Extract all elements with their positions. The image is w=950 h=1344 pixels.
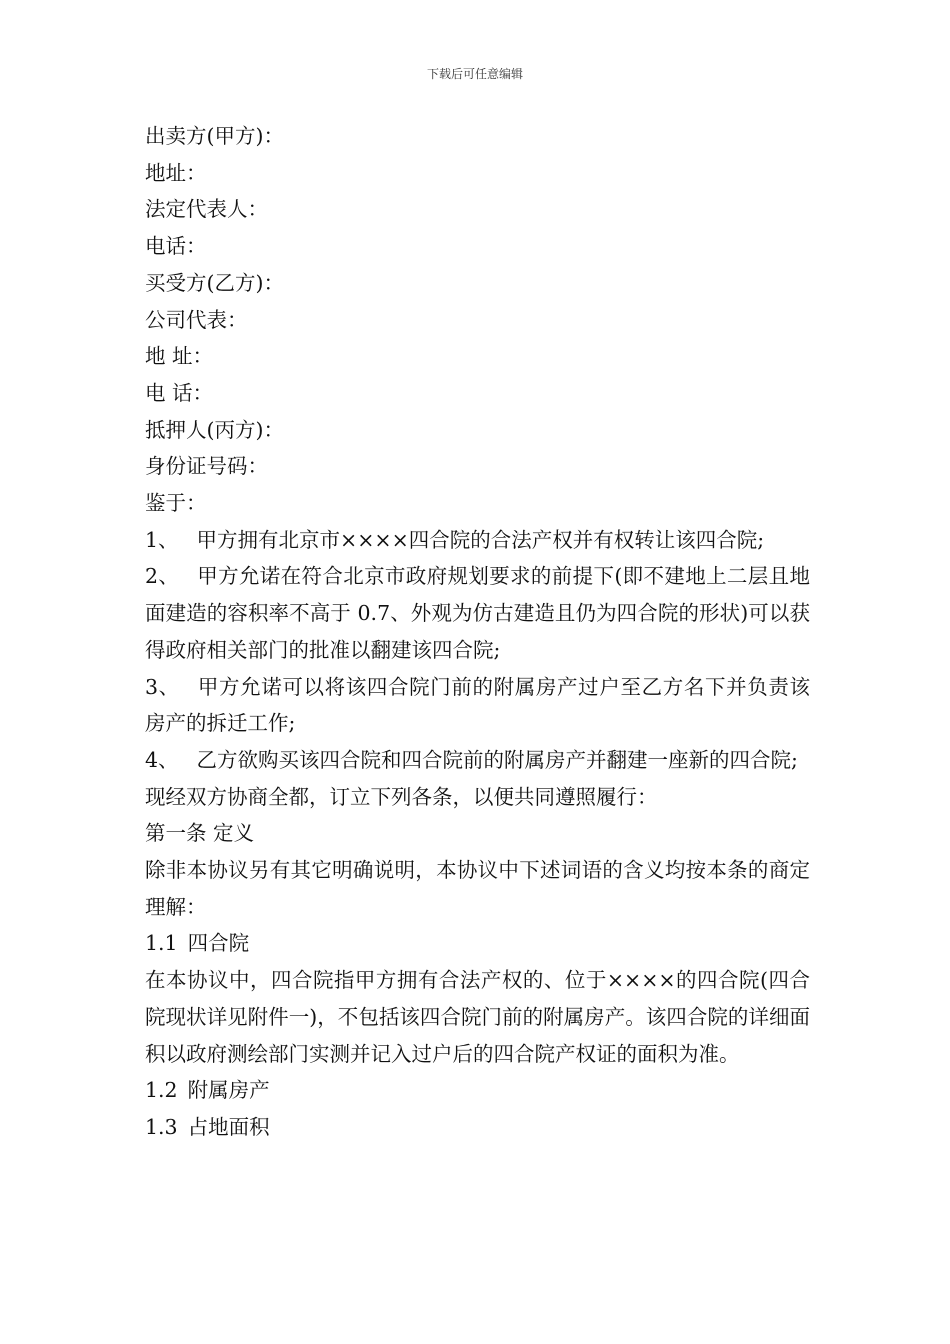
field-buyer: 买受方(乙方)：	[145, 270, 284, 295]
whereas-item-text: 甲方允诺可以将该四合院门前的附属房产过户至乙方名下并负责该房产的拆迁工作;	[145, 674, 811, 736]
field-company-representative: 公司代表：	[145, 307, 248, 332]
field-seller: 出卖方(甲方)：	[145, 124, 284, 148]
whereas-item-text: 甲方拥有北京市××××四合院的合法产权并有权转让该四合院;	[196, 527, 765, 552]
field-seller-phone: 电话：	[145, 234, 207, 259]
section-1-1-heading	[145, 925, 810, 962]
field-buyer-address: 地 址：	[145, 344, 214, 369]
field-legal-representative: 法定代表人：	[145, 197, 268, 222]
whereas-item-text: 乙方欲购买该四合院和四合院前的附属房产并翻建一座新的四合院;	[196, 747, 798, 772]
section-1-1-text: 在本协议中，四合院指甲方拥有合法产权的、位于××××的四合院(四合院现状详见附件一)，不包括该四合院门前的附属房产。该四合院的详细面积以政府测绘部门实测并记入过户后的四合院产权证的面积为准。	[145, 968, 810, 1066]
page-header-note: 下载后可任意编辑	[426, 67, 523, 81]
agreement-intro: 现经双方协商全都，订立下列各条，以便共同遵照履行：	[145, 784, 658, 809]
field-seller-address: 地址：	[145, 160, 207, 185]
section-title: 四合院	[187, 931, 250, 956]
whereas-item-3	[145, 669, 810, 742]
field-id-number: 身份证号码：	[145, 454, 268, 479]
whereas-item-num: 4、	[145, 747, 179, 772]
section-number: 1.1	[145, 931, 178, 956]
whereas-item-num: 1、	[145, 527, 179, 552]
section-title: 占地面积	[187, 1114, 270, 1139]
whereas-item-num: 3、	[145, 674, 180, 699]
section-number: 1.2	[145, 1078, 178, 1103]
whereas-item-text: 甲方允诺在符合北京市政府规划要求的前提下(即不建地上二层且地面建造的容积率不高于 0.7、外观为仿古建造且仍为四合院的形状)可以获得政府相关部门的批准以翻建该四合院;	[145, 564, 810, 662]
article-1-title: 第一条 定义	[145, 821, 255, 846]
field-buyer-phone: 电 话：	[145, 380, 214, 405]
whereas-item-num: 2、	[145, 564, 180, 589]
whereas-item-2	[145, 558, 810, 668]
section-1-2-heading	[145, 1072, 810, 1109]
whereas-label: 鉴于：	[145, 491, 207, 516]
section-title: 附属房产	[187, 1078, 270, 1103]
contract-body	[145, 118, 810, 1146]
article-1-intro: 除非本协议另有其它明确说明，本协议中下述词语的含义均按本条的商定理解：	[145, 858, 810, 919]
whereas-item-1	[145, 522, 810, 559]
field-mortgagor: 抵押人(丙方)：	[145, 417, 284, 442]
whereas-item-4	[145, 742, 810, 779]
section-1-3-heading	[145, 1109, 810, 1146]
section-number: 1.3	[145, 1114, 178, 1139]
